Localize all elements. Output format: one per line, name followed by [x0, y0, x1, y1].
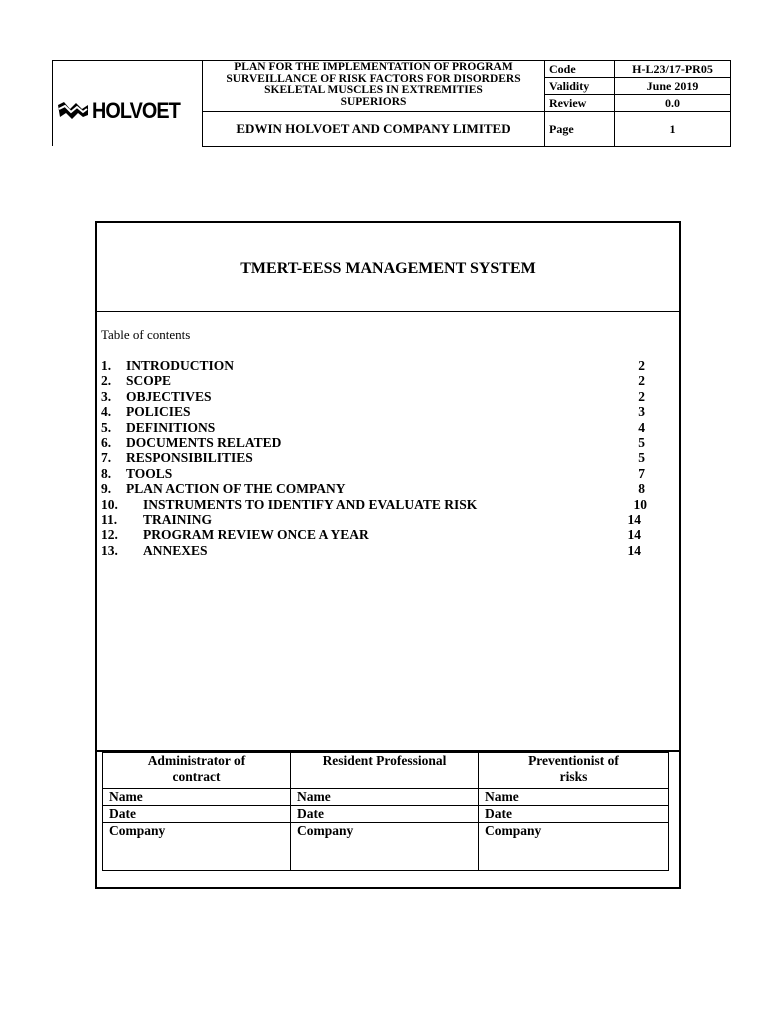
toc-entry-number: 2.: [101, 373, 112, 389]
toc-entry-label: POLICIES: [126, 404, 191, 420]
code-label: Code: [545, 61, 615, 78]
signature-name-cell: Name: [103, 789, 291, 806]
toc-entry-number: 5.: [101, 419, 112, 435]
page-label: Page: [545, 112, 615, 147]
signature-company-cell: Company: [479, 823, 669, 871]
toc-entry-page: 2: [638, 373, 645, 389]
title-divider: [97, 311, 679, 312]
toc-entry: [101, 450, 661, 466]
role-line: Resident Professional: [322, 753, 447, 768]
toc-entry-page: 2: [638, 388, 645, 404]
toc-entry-number: 9.: [101, 481, 112, 497]
toc-entry-number: 12.: [101, 527, 118, 543]
toc-entry-number: 13.: [101, 542, 118, 558]
toc-entry-number: 10.: [101, 496, 118, 512]
toc-entry-page: 14: [627, 542, 641, 558]
toc-entry-page: 3: [638, 404, 645, 420]
page-value: 1: [615, 112, 731, 147]
toc-entry-label: TRAINING: [143, 512, 213, 527]
toc-entry-number: 1.: [101, 358, 112, 373]
toc-entry: [101, 497, 661, 513]
plan-title-line: SURVEILLANCE OF RISK FACTORS FOR DISORDERS: [226, 72, 521, 85]
signature-role-administrator: [103, 753, 291, 789]
toc-entry-page: 14: [627, 527, 641, 543]
toc-entry-label: SCOPE: [126, 373, 172, 389]
toc-entry: [101, 435, 661, 451]
toc-entry: [101, 358, 661, 374]
role-line: Administrator of: [147, 753, 246, 768]
validity-label: Validity: [545, 78, 615, 95]
toc-entry-label: INSTRUMENTS TO IDENTIFY AND EVALUATE RISK: [143, 496, 478, 512]
toc-entry-page: 10: [633, 496, 647, 512]
signature-date-cell: Date: [291, 806, 479, 823]
toc-entry-page: 5: [638, 435, 645, 450]
signature-date-cell: Date: [479, 806, 669, 823]
signature-company-cell: Company: [103, 823, 291, 871]
toc-entry-page: 4: [638, 419, 645, 435]
header-left-border: [52, 60, 53, 146]
role-line: risks: [559, 769, 588, 784]
toc-entry-label: INTRODUCTION: [126, 358, 235, 373]
toc-entry-number: 3.: [101, 388, 112, 404]
signature-company-cell: Company: [291, 823, 479, 871]
toc-entry: [101, 481, 661, 497]
signature-role-resident: [291, 753, 479, 789]
header-table: [202, 60, 731, 147]
toc-entry-page: 2: [638, 358, 645, 373]
signature-name-cell: Name: [291, 789, 479, 806]
toc-entry: [101, 420, 661, 436]
toc-entry-number: 4.: [101, 404, 112, 420]
toc-entry-number: 6.: [101, 435, 112, 450]
document-title: TMERT-EESS MANAGEMENT SYSTEM: [240, 260, 536, 277]
toc-entry-label: PLAN ACTION OF THE COMPANY: [126, 481, 346, 497]
toc-entry-number: 7.: [101, 450, 112, 466]
signature-name-cell: Name: [479, 789, 669, 806]
toc-entry: [101, 466, 661, 482]
signature-role-preventionist: [479, 753, 669, 789]
toc-entry: [101, 512, 661, 528]
toc-heading: Table of contents: [101, 327, 191, 342]
toc-entry: [101, 527, 661, 543]
plan-title-line: PLAN FOR THE IMPLEMENTATION OF PROGRAM: [234, 61, 513, 73]
toc-entry-label: TOOLS: [126, 465, 173, 481]
plan-title-line: SKELETAL MUSCLES IN EXTREMITIES: [264, 84, 483, 96]
code-value: H-L23/17-PR05: [615, 61, 731, 78]
signature-table: [102, 752, 669, 871]
toc-entry: [101, 373, 661, 389]
toc-entry-label: RESPONSIBILITIES: [126, 450, 253, 466]
plan-title-cell: [203, 61, 545, 112]
document-frame: [95, 221, 681, 889]
toc-entry: [101, 404, 661, 420]
toc-entry-number: 8.: [101, 465, 112, 481]
review-value: 0.0: [615, 95, 731, 112]
toc-entry-page: 5: [638, 450, 645, 466]
company-name: EDWIN HOLVOET AND COMPANY LIMITED: [203, 112, 545, 147]
plan-title-line: SUPERIORS: [340, 95, 407, 108]
toc-entry-page: 7: [638, 465, 645, 481]
toc-entry-label: OBJECTIVES: [126, 388, 212, 404]
signature-date-cell: Date: [103, 806, 291, 823]
toc-entry: [101, 543, 661, 559]
role-line: Preventionist of: [528, 753, 619, 768]
review-label: Review: [545, 95, 615, 112]
logo-text: HOLVOET: [92, 98, 180, 123]
toc-entry-page: 8: [638, 481, 645, 497]
toc-entry-label: DOCUMENTS RELATED: [126, 435, 282, 450]
role-line: contract: [172, 769, 221, 784]
validity-value: June 2019: [615, 78, 731, 95]
toc-entry-label: PROGRAM REVIEW ONCE A YEAR: [143, 527, 369, 543]
header-top-border: [52, 60, 202, 61]
toc-entry-page: 14: [627, 512, 641, 527]
holvoet-logo: [56, 96, 198, 126]
toc-entry-number: 11.: [101, 512, 118, 527]
toc-entry-label: DEFINITIONS: [126, 419, 216, 435]
toc-entry-label: ANNEXES: [143, 542, 208, 558]
holvoet-logo-icon: [56, 99, 94, 123]
toc-entry: [101, 389, 661, 405]
